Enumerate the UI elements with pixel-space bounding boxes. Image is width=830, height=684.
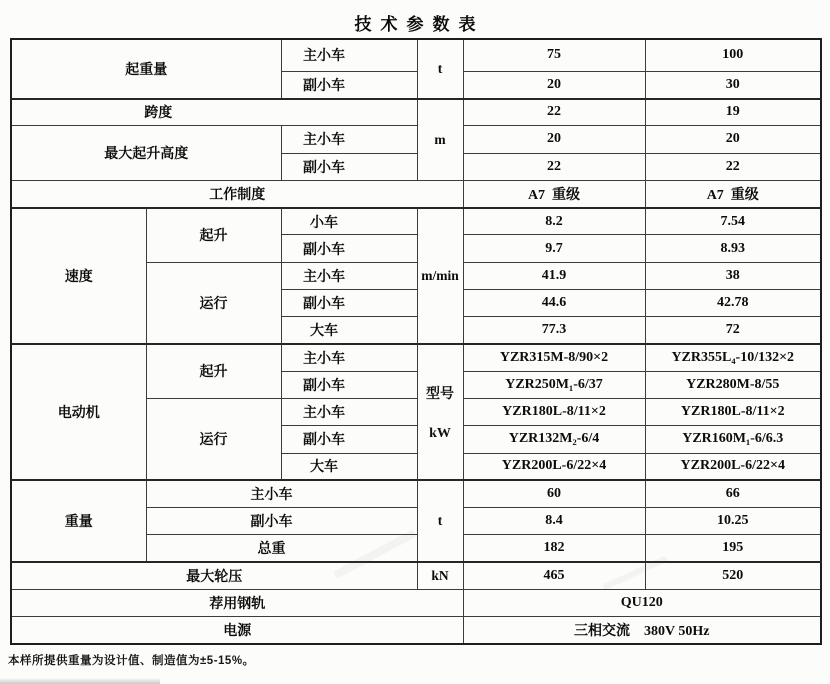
value-cell: 10.25 bbox=[645, 508, 821, 535]
aux-trolley-sublabel: 副小车 bbox=[281, 71, 417, 98]
value-cell: YZR315M-8/90×2 bbox=[463, 344, 645, 371]
unit-cell-m-min: m/min bbox=[417, 208, 463, 344]
max-lifting-height-label: 最大起升高度 bbox=[11, 126, 281, 181]
value-cell: 41.9 bbox=[463, 262, 645, 289]
bridge-sublabel: 大车 bbox=[281, 317, 417, 344]
work-duty-label: 工作制度 bbox=[11, 180, 463, 207]
table-row bbox=[11, 562, 821, 589]
value-cell: 8.93 bbox=[645, 235, 821, 262]
value-cell: A7 重级 bbox=[463, 180, 645, 207]
speed-label: 速度 bbox=[11, 208, 146, 344]
value-cell: YZR180L-8/11×2 bbox=[645, 399, 821, 426]
value-cell: 182 bbox=[463, 535, 645, 562]
value-cell: 42.78 bbox=[645, 289, 821, 316]
value-cell: 77.3 bbox=[463, 317, 645, 344]
value-cell: 8.2 bbox=[463, 208, 645, 235]
value-cell: 7.54 bbox=[645, 208, 821, 235]
value-cell: 520 bbox=[645, 562, 821, 589]
value-cell: YZR200L-6/22×4 bbox=[645, 453, 821, 480]
table-row bbox=[11, 126, 821, 153]
value-cell: 465 bbox=[463, 562, 645, 589]
value-cell: 195 bbox=[645, 535, 821, 562]
value-cell: 20 bbox=[463, 71, 645, 98]
bridge-sublabel: 大车 bbox=[281, 453, 417, 480]
value-cell: 19 bbox=[645, 99, 821, 126]
travel-group-label: 运行 bbox=[146, 262, 281, 344]
value-cell: 66 bbox=[645, 480, 821, 507]
table-row bbox=[11, 99, 821, 126]
travel-group-label: 运行 bbox=[146, 399, 281, 481]
rail-label: 荐用钢轨 bbox=[11, 589, 463, 616]
main-trolley-sublabel: 主小车 bbox=[281, 126, 417, 153]
page-title: 技术参数表 bbox=[354, 15, 485, 34]
span-label: 跨度 bbox=[11, 99, 417, 126]
value-cell: YZR200L-6/22×4 bbox=[463, 453, 645, 480]
unit-cell-t: t bbox=[417, 39, 463, 99]
value-cell: YZR132M₂-6/4 bbox=[463, 426, 645, 453]
value-cell: 9.7 bbox=[463, 235, 645, 262]
main-trolley-sublabel: 主小车 bbox=[281, 39, 417, 71]
aux-trolley-sublabel: 副小车 bbox=[281, 371, 417, 398]
value-cell: YZR180L-8/11×2 bbox=[463, 399, 645, 426]
table-row bbox=[11, 480, 821, 507]
power-value: 三相交流 380V 50Hz bbox=[463, 617, 821, 644]
aux-trolley-sublabel: 副小车 bbox=[281, 289, 417, 316]
aux-trolley-sublabel: 副小车 bbox=[281, 426, 417, 453]
value-cell: 44.6 bbox=[463, 289, 645, 316]
value-cell: YZR250M₁-6/37 bbox=[463, 371, 645, 398]
technical-parameters-table bbox=[10, 38, 822, 645]
max-wheel-load-label: 最大轮压 bbox=[11, 562, 417, 589]
scan-edge-shade bbox=[0, 678, 160, 684]
hoisting-group-label: 起升 bbox=[146, 344, 281, 399]
value-cell: 20 bbox=[463, 126, 645, 153]
table-row bbox=[11, 344, 821, 371]
aux-trolley-sublabel: 副小车 bbox=[146, 508, 417, 535]
table-row bbox=[11, 39, 821, 71]
hoisting-group-label: 起升 bbox=[146, 208, 281, 263]
table-row bbox=[11, 589, 821, 616]
trolley-sublabel: 小车 bbox=[281, 208, 417, 235]
motor-label: 电动机 bbox=[11, 344, 146, 480]
main-trolley-sublabel: 主小车 bbox=[146, 480, 417, 507]
value-cell: 100 bbox=[645, 39, 821, 71]
rail-value: QU120 bbox=[463, 589, 821, 616]
aux-trolley-sublabel: 副小车 bbox=[281, 153, 417, 180]
main-trolley-sublabel: 主小车 bbox=[281, 344, 417, 371]
value-cell: 75 bbox=[463, 39, 645, 71]
lifting-capacity-label: 起重量 bbox=[11, 39, 281, 99]
total-weight-sublabel: 总重 bbox=[146, 535, 417, 562]
value-cell: YZR160M₁-6/6.3 bbox=[645, 426, 821, 453]
main-trolley-sublabel: 主小车 bbox=[281, 262, 417, 289]
table-row bbox=[11, 208, 821, 235]
unit-cell-kn: kN bbox=[417, 562, 463, 589]
value-cell: A7 重级 bbox=[645, 180, 821, 207]
value-cell: YZR280M-8/55 bbox=[645, 371, 821, 398]
value-cell: 72 bbox=[645, 317, 821, 344]
value-cell: YZR355L₄-10/132×2 bbox=[645, 344, 821, 371]
unit-cell-t: t bbox=[417, 480, 463, 562]
table-row bbox=[11, 180, 821, 207]
footnote: 本样所提供重量为设计值、制造值为±5-15%。 bbox=[8, 655, 255, 667]
value-cell: 30 bbox=[645, 71, 821, 98]
motor-unit-stack bbox=[418, 383, 463, 442]
table-row bbox=[11, 617, 821, 644]
aux-trolley-sublabel: 副小车 bbox=[281, 235, 417, 262]
power-label: 电源 bbox=[11, 617, 463, 644]
value-cell: 22 bbox=[463, 153, 645, 180]
value-cell: 60 bbox=[463, 480, 645, 507]
unit-cell-m: m bbox=[417, 99, 463, 181]
value-cell: 22 bbox=[463, 99, 645, 126]
main-trolley-sublabel: 主小车 bbox=[281, 399, 417, 426]
weight-label: 重量 bbox=[11, 480, 146, 562]
motor-unit-kw: kW bbox=[429, 425, 451, 441]
motor-unit-model: 型号 bbox=[426, 384, 454, 401]
value-cell: 22 bbox=[645, 153, 821, 180]
value-cell: 8.4 bbox=[463, 508, 645, 535]
value-cell: 38 bbox=[645, 262, 821, 289]
value-cell: 20 bbox=[645, 126, 821, 153]
unit-cell-model-kw bbox=[417, 344, 463, 480]
